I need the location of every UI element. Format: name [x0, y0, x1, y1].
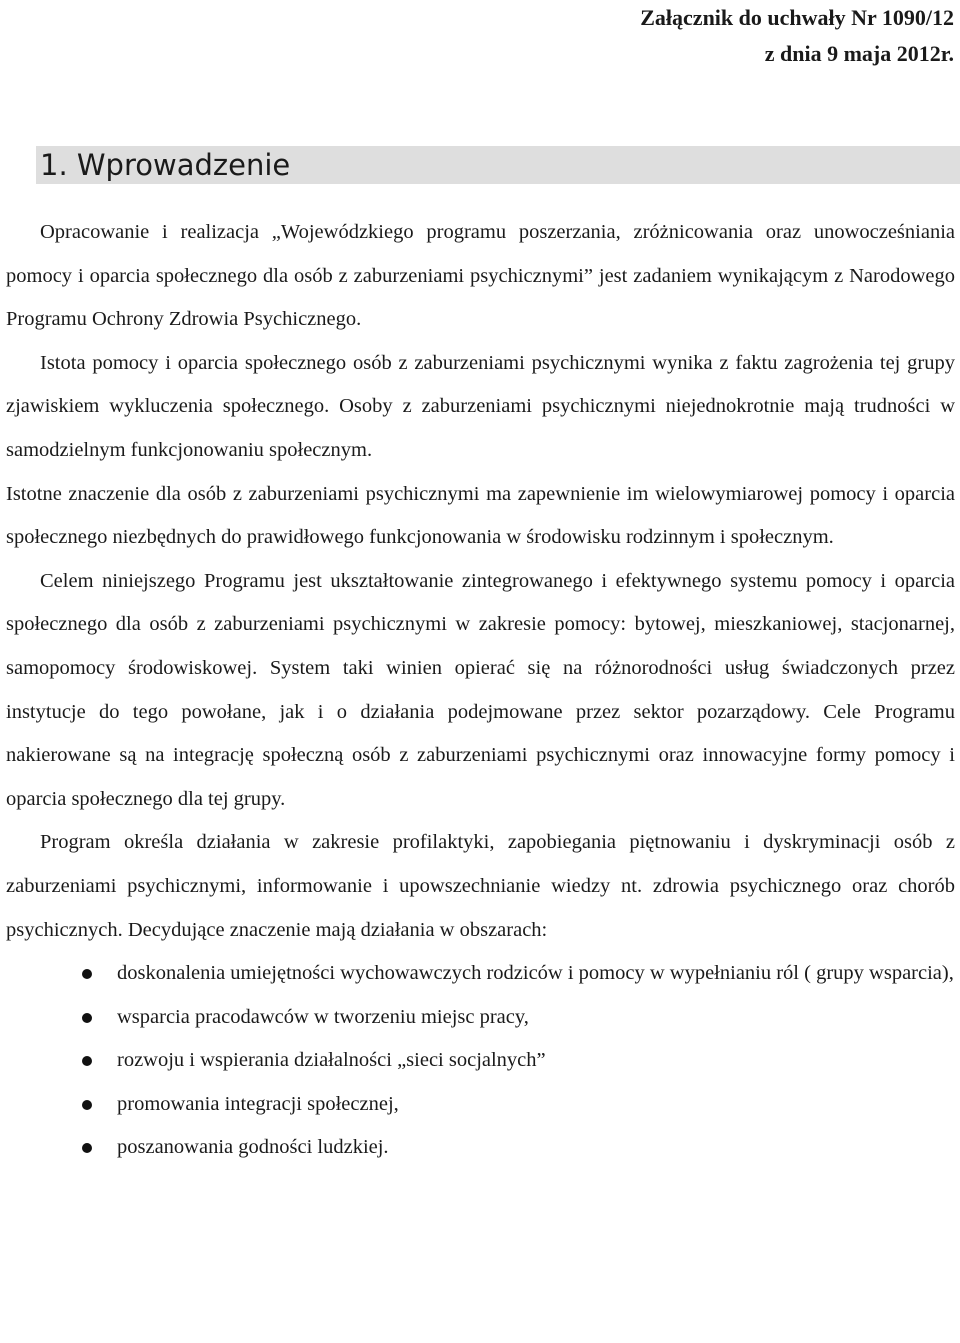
list-item [6, 1126, 955, 1170]
list-item-text: poszanowania godności ludzkiej. [117, 1136, 389, 1159]
list-item-text: rozwoju i wspierania działalności „sieci socjalnych” [117, 1049, 546, 1072]
bullet-icon [82, 1143, 92, 1153]
section-heading-text: 1. Wprowadzenie [40, 148, 291, 182]
paragraph-program-scope: Program określa działania w zakresie profilaktyki, zapobiegania piętnowaniu i dyskryminacji osób z zaburzeniami psychicznymi, informowanie i upowszechnianie wiedzy nt. zdrowia psychicznego oraz chorób psychicznych. Decydujące znaczenie mają działania w obszarach: [6, 831, 955, 941]
section-heading [36, 146, 960, 184]
bullet-icon [82, 1056, 92, 1066]
bullet-icon [82, 1100, 92, 1110]
bullet-icon [82, 969, 92, 979]
areas-list [6, 952, 955, 1170]
bullet-icon [82, 1013, 92, 1023]
list-item [6, 952, 955, 996]
paragraph-significance: Istotne znaczenie dla osób z zaburzeniami psychicznymi ma zapewnienie im wielowymiarowej pomocy i oparcia społecznego niezbędnych do prawidłowego funkcjonowania w środowisku rodzinnym i społecznym. [6, 482, 955, 549]
document-body [6, 211, 955, 1170]
paragraph-goal: Celem niniejszego Programu jest ukształtowanie zintegrowanego i efektywnego systemu pomocy i oparcia społecznego dla osób z zaburzeniami psychicznymi w zakresie pomocy: bytowej, mieszkaniowej, stacjonarnej, samopomocy środowiskowej. System taki winien opierać się na różnorodności usług świadczonych przez instytucje do tego powołane, jak i o działania podejmowane przez sektor pozarządowy. Cele Programu nakierowane są na integrację społeczną osób z zaburzeniami psychicznymi oraz innowacyjne formy pomocy i oparcia społecznego dla tej grupy. [6, 569, 955, 810]
list-item [6, 1083, 955, 1127]
paragraph-essence: Istota pomocy i oparcia społecznego osób z zaburzeniami psychicznymi wynika z faktu zagrożenia tej grupy zjawiskiem wykluczenia społecznego. Osoby z zaburzeniami psychicznymi niejednokrotnie mają trudności w samodzielnym funkcjonowaniu społecznym. [6, 351, 955, 461]
paragraph-intro: Opracowanie i realizacja „Wojewódzkiego programu poszerzania, zróżnicowania oraz unowocześniania pomocy i oparcia społecznego dla osób z zaburzeniami psychicznymi” jest zadaniem wynikającym z Narodowego Programu Ochrony Zdrowia Psychicznego. [6, 221, 955, 331]
list-item-text: doskonalenia umiejętności wychowawczych rodziców i pomocy w wypełnianiu ról ( grupy wsparcia), [117, 962, 954, 985]
list-item-text: wsparcia pracodawców w tworzeniu miejsc pracy, [117, 1005, 529, 1028]
attachment-date: z dnia 9 maja 2012r. [764, 41, 954, 66]
attachment-header [454, 0, 954, 72]
list-item [6, 1039, 955, 1083]
attachment-title: Załącznik do uchwały Nr 1090/12 [640, 5, 954, 30]
list-item [6, 996, 955, 1040]
list-item-text: promowania integracji społecznej, [117, 1092, 399, 1115]
